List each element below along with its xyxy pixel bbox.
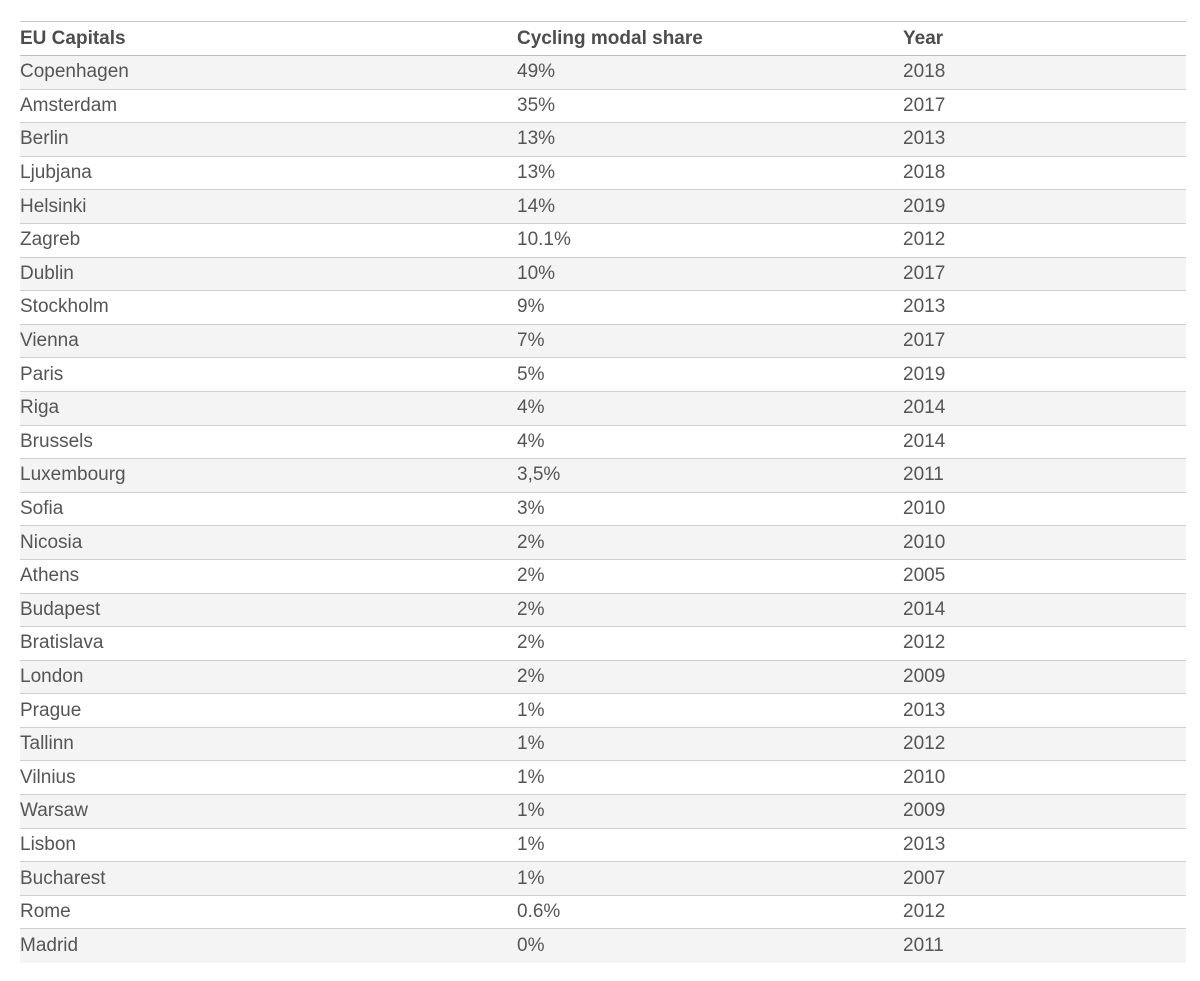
capital-cell: Riga — [20, 397, 60, 419]
table-row — [20, 560, 1186, 594]
year-cell: 2017 — [903, 262, 946, 284]
capital-cell: Nicosia — [20, 531, 83, 553]
share-cell: 14% — [517, 195, 556, 217]
year-cell: 2005 — [903, 565, 946, 587]
table-row — [20, 661, 1186, 695]
capital-cell: Bucharest — [20, 867, 106, 889]
capital-cell: Zagreb — [20, 229, 81, 251]
capital-cell: Paris — [20, 363, 64, 385]
year-cell: 2011 — [903, 935, 944, 957]
capital-cell: Brussels — [20, 430, 93, 452]
table-row — [20, 90, 1186, 124]
table-row — [20, 258, 1186, 292]
share-cell: 0.6% — [517, 901, 561, 923]
table-row — [20, 627, 1186, 661]
year-cell: 2012 — [903, 229, 946, 251]
year-cell: 2007 — [903, 867, 946, 889]
year-cell: 2011 — [903, 464, 944, 486]
capital-cell: Vienna — [20, 330, 79, 352]
year-cell: 2014 — [903, 430, 946, 452]
table-row — [20, 190, 1186, 224]
capital-cell: Lisbon — [20, 833, 76, 855]
table-row — [20, 761, 1186, 795]
year-cell: 2013 — [903, 128, 946, 150]
year-cell: 2012 — [903, 733, 946, 755]
table-row — [20, 795, 1186, 829]
table-row — [20, 459, 1186, 493]
capital-cell: Dublin — [20, 262, 74, 284]
year-cell: 2019 — [903, 195, 946, 217]
year-cell: 2012 — [903, 901, 946, 923]
year-cell: 2014 — [903, 598, 946, 620]
table-row — [20, 291, 1186, 325]
share-cell: 2% — [517, 598, 545, 620]
year-cell: 2017 — [903, 94, 946, 116]
capital-cell: Rome — [20, 901, 71, 923]
share-cell: 13% — [517, 162, 556, 184]
share-cell: 5% — [517, 363, 545, 385]
share-cell: 3% — [517, 498, 545, 520]
capital-cell: Berlin — [20, 128, 69, 150]
year-cell: 2010 — [903, 531, 946, 553]
year-cell: 2018 — [903, 61, 946, 83]
header-eu-capitals: EU Capitals — [20, 27, 126, 49]
share-cell: 13% — [517, 128, 556, 150]
table-row — [20, 862, 1186, 896]
cycling-share-table — [20, 21, 1186, 963]
share-cell: 2% — [517, 632, 545, 654]
capital-cell: Athens — [20, 565, 80, 587]
year-cell: 2010 — [903, 498, 946, 520]
share-cell: 2% — [517, 565, 545, 587]
capital-cell: Sofia — [20, 498, 64, 520]
capital-cell: Helsinki — [20, 195, 87, 217]
share-cell: 4% — [517, 397, 545, 419]
year-cell: 2013 — [903, 833, 946, 855]
year-cell: 2009 — [903, 800, 946, 822]
year-cell: 2017 — [903, 330, 946, 352]
capital-cell: Bratislava — [20, 632, 104, 654]
share-cell: 1% — [517, 800, 545, 822]
share-cell: 4% — [517, 430, 545, 452]
capital-cell: London — [20, 665, 84, 687]
capital-cell: Tallinn — [20, 733, 74, 755]
table-row — [20, 929, 1186, 963]
year-cell: 2012 — [903, 632, 946, 654]
table-row — [20, 56, 1186, 90]
capital-cell: Warsaw — [20, 800, 88, 822]
capital-cell: Budapest — [20, 598, 101, 620]
share-cell: 35% — [517, 94, 556, 116]
year-cell: 2010 — [903, 766, 946, 788]
share-cell: 1% — [517, 733, 545, 755]
table-row — [20, 526, 1186, 560]
table-header-row — [20, 22, 1186, 56]
table-row — [20, 325, 1186, 359]
share-cell: 1% — [517, 833, 545, 855]
header-year: Year — [903, 27, 944, 49]
share-cell: 1% — [517, 699, 545, 721]
table-row — [20, 493, 1186, 527]
table-row — [20, 392, 1186, 426]
table-row — [20, 224, 1186, 258]
table-row — [20, 694, 1186, 728]
capital-cell: Luxembourg — [20, 464, 126, 486]
capital-cell: Madrid — [20, 935, 79, 957]
share-cell: 2% — [517, 531, 545, 553]
year-cell: 2013 — [903, 699, 946, 721]
capital-cell: Amsterdam — [20, 94, 118, 116]
share-cell: 3,5% — [517, 464, 561, 486]
year-cell: 2009 — [903, 665, 946, 687]
table-row — [20, 896, 1186, 930]
share-cell: 10.1% — [517, 229, 571, 251]
table-row — [20, 426, 1186, 460]
capital-cell: Stockholm — [20, 296, 109, 318]
capital-cell: Ljubjana — [20, 162, 92, 184]
share-cell: 7% — [517, 330, 545, 352]
share-cell: 2% — [517, 665, 545, 687]
year-cell: 2013 — [903, 296, 946, 318]
share-cell: 49% — [517, 61, 556, 83]
share-cell: 9% — [517, 296, 545, 318]
capital-cell: Prague — [20, 699, 82, 721]
share-cell: 10% — [517, 262, 556, 284]
year-cell: 2014 — [903, 397, 946, 419]
table-row — [20, 594, 1186, 628]
table-row — [20, 829, 1186, 863]
capital-cell: Copenhagen — [20, 61, 129, 83]
year-cell: 2018 — [903, 162, 946, 184]
table-row — [20, 358, 1186, 392]
table-row — [20, 728, 1186, 762]
share-cell: 1% — [517, 766, 545, 788]
share-cell: 0% — [517, 935, 545, 957]
header-cycling-modal-share: Cycling modal share — [517, 27, 703, 49]
share-cell: 1% — [517, 867, 545, 889]
table-row — [20, 157, 1186, 191]
table-row — [20, 123, 1186, 157]
capital-cell: Vilnius — [20, 766, 76, 788]
year-cell: 2019 — [903, 363, 946, 385]
